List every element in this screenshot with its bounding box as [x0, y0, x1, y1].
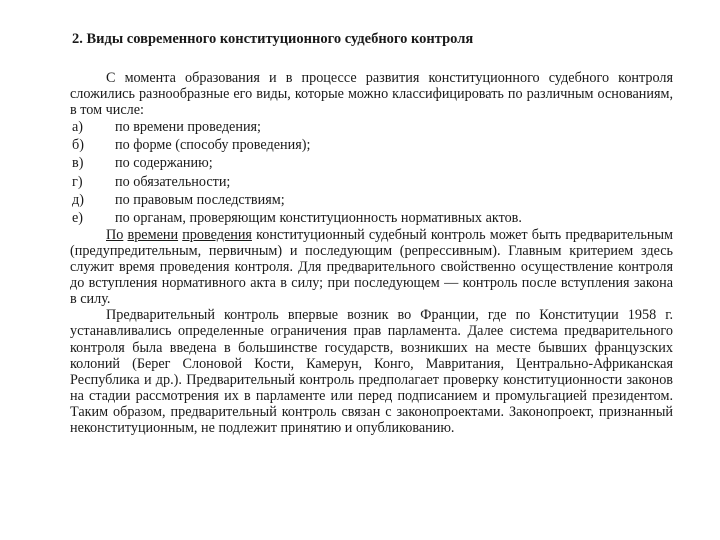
section-title: 2. Виды современного конституционного судебного контроля — [72, 31, 474, 47]
list-marker: е) — [72, 209, 84, 226]
underlined-term: времени — [127, 226, 179, 243]
list-item — [70, 154, 673, 172]
list-item-text: по времени проведения; — [115, 119, 262, 136]
list-marker: а) — [72, 119, 84, 136]
paragraph-text: конституционный судебный контроль может быть предварительным (предупредительным, первичным) и последующим (репрессивным). Главным критерием здесь служит время проведения контроля. Для предварительного свойственно осуществление контроля до вступления нормативного акта в силу; при последующем — контроль после вступления закона в силу. — [70, 226, 673, 308]
intro-paragraph: С момента образования и в процессе развития конституционного судебного контроля сложились разнообразные его виды, которые можно классифицировать по различным основаниям, в том числе: — [70, 70, 673, 119]
list-marker: г) — [72, 173, 83, 190]
list-item — [70, 209, 673, 227]
list-item-text: по правовым последствиям; — [115, 191, 285, 208]
list-item-text: по обязательности; — [115, 173, 231, 190]
classification-list — [70, 118, 673, 227]
list-item-text: по содержанию; — [115, 155, 213, 172]
underlined-term: проведения — [182, 226, 252, 243]
list-item-text: по форме (способу проведения); — [115, 137, 311, 154]
underlined-term: По — [106, 226, 124, 243]
list-item — [70, 118, 673, 136]
list-item-text: по органам, проверяющим конституционность нормативных актов. — [115, 209, 522, 226]
list-marker: б) — [72, 137, 84, 154]
preliminary-control-paragraph: Предварительный контроль впервые возник во Франции, где по Конституции 1958 г. устанавливались определенные ограничения прав парламента. Далее система предварительного контроля была введена в большинстве государств, возникших на месте бывших французских колоний (Берег Слоновой Кости, Камерун, Конго, Мавритания, Центрально-Африканская Республика и др.). Предварительный контроль предполагает проверку конституционности законов на стадии рассмотрения их в парламенте или перед подписанием и промульгацией президентом. Таким образом, предварительный контроль связан с законопроектами. Законопроект, признанный неконституционным, не подлежит принятию и опубликованию. — [70, 307, 673, 436]
document-body — [70, 70, 673, 436]
list-marker: в) — [72, 155, 84, 172]
list-item — [70, 191, 673, 209]
list-item — [70, 173, 673, 191]
list-marker: д) — [72, 191, 84, 208]
list-item — [70, 136, 673, 154]
time-classification-paragraph — [70, 227, 673, 307]
